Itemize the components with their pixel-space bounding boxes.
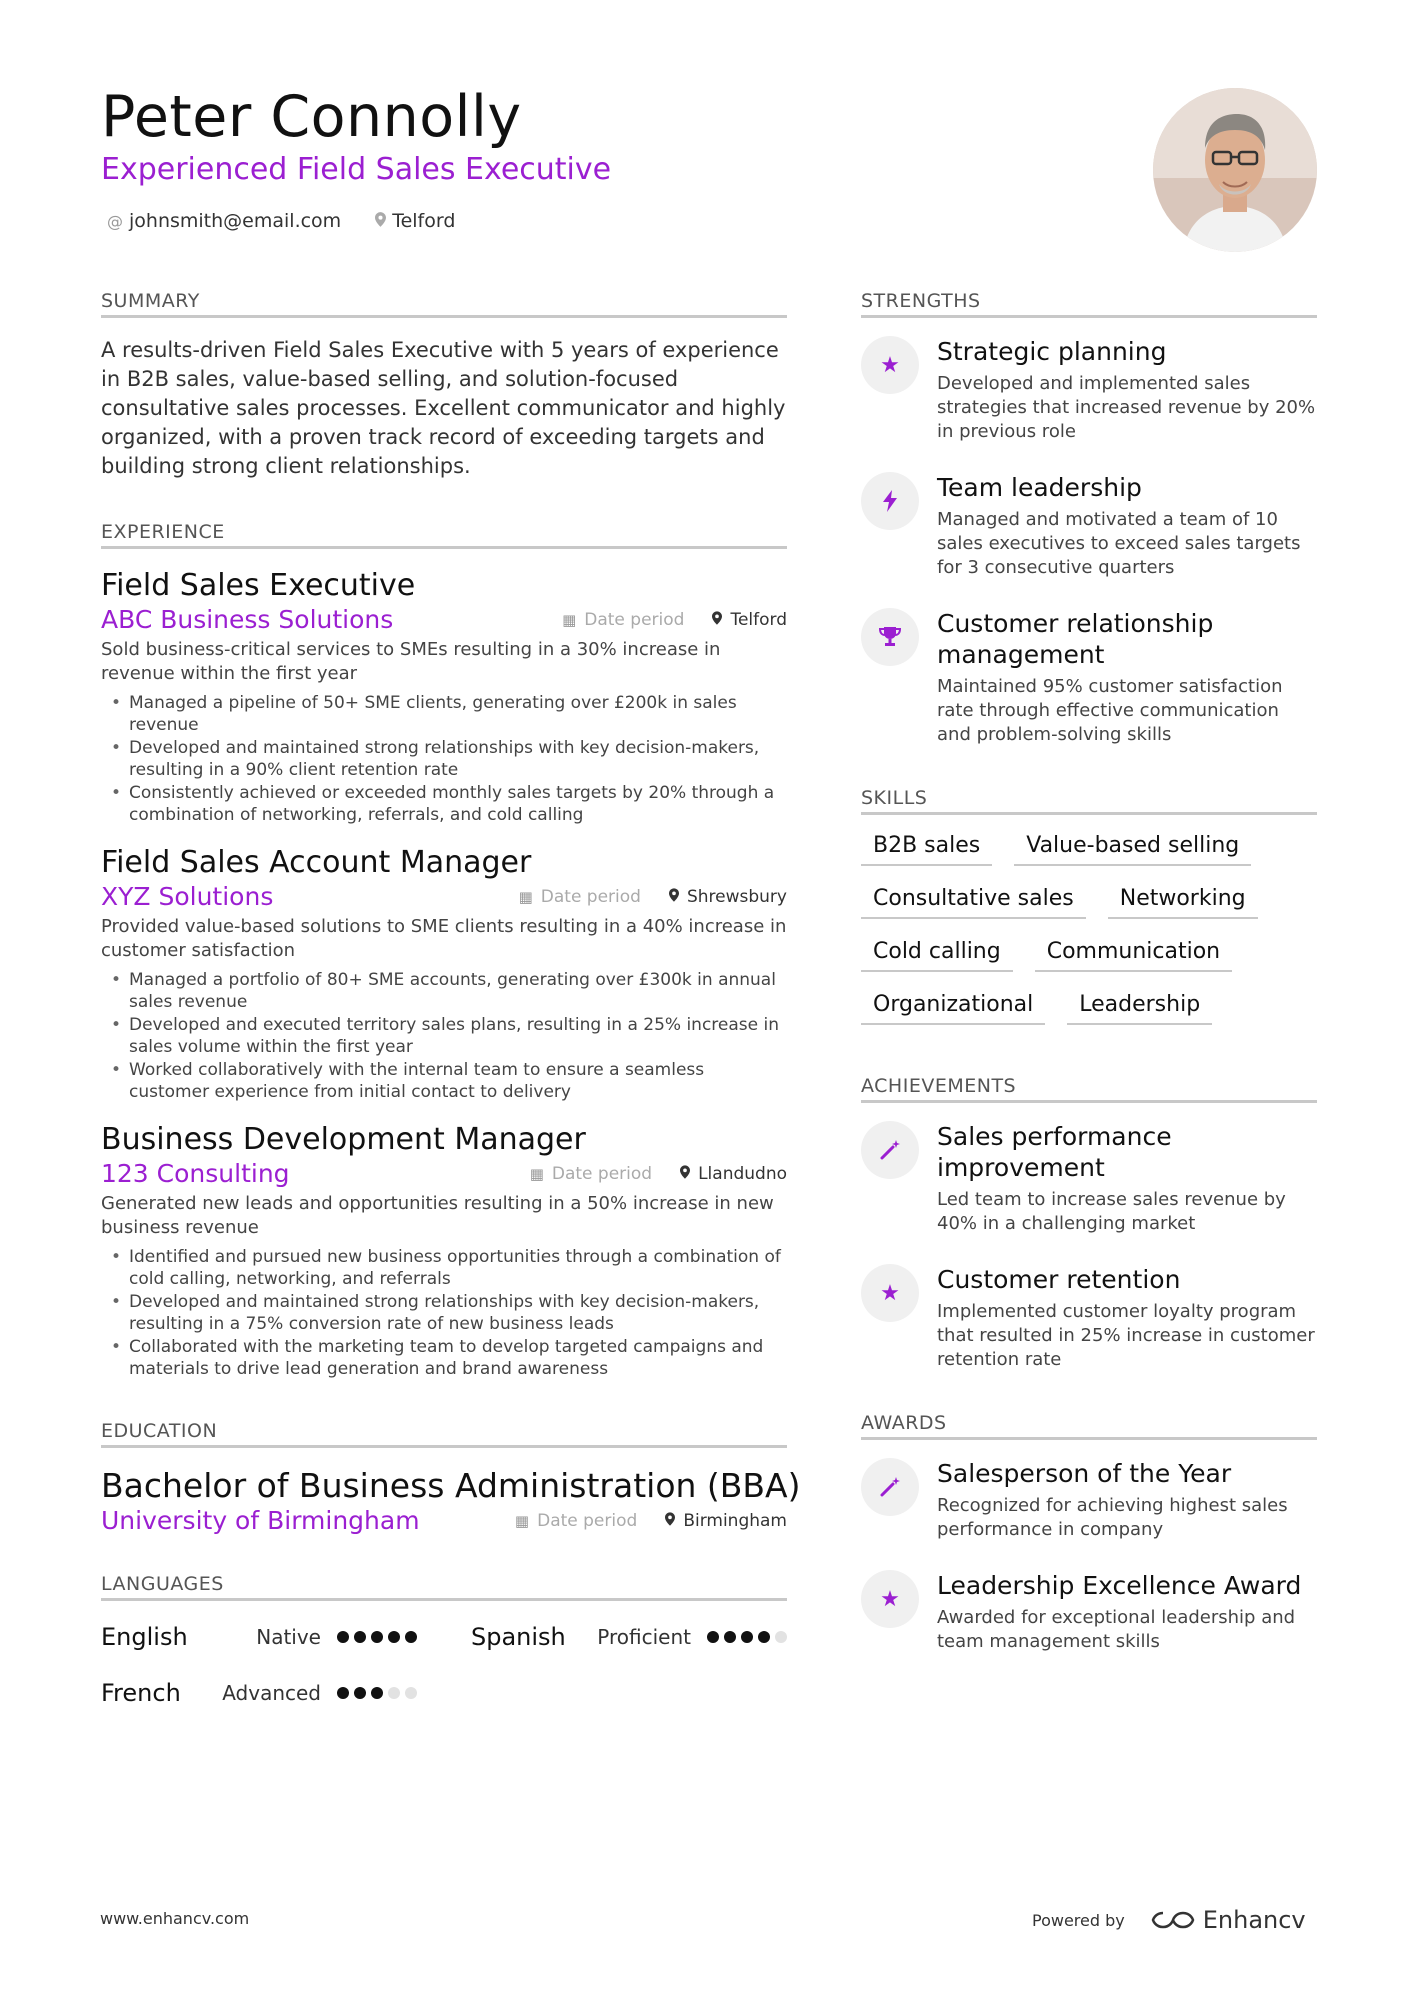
strength-description: Developed and implemented sales strategies that increased revenue by 20% in previous role: [937, 373, 1316, 442]
award-title: Salesperson of the Year: [937, 1459, 1232, 1488]
education-location: [665, 1511, 787, 1531]
enhancv-logo-icon: [1151, 1909, 1195, 1931]
job-title: Business Development Manager: [101, 1122, 586, 1157]
job-date-text: Date period: [584, 609, 685, 630]
language-item: [101, 1619, 417, 1655]
job-date: [519, 887, 641, 907]
strength-title: Strategic planning: [937, 337, 1167, 366]
contact-bar: [107, 210, 455, 232]
candidate-title: Experienced Field Sales Executive: [101, 152, 612, 187]
languages-list: [101, 1619, 787, 1711]
job-bullet: • Developed and maintained strong relationships with key decision-makers, resulting in a 75% conversion rate of new business leads: [101, 1291, 787, 1335]
calendar-icon: ▦: [518, 887, 533, 906]
star-icon: ★: [861, 1264, 919, 1322]
job-location: [669, 887, 787, 907]
award-description: Awarded for exceptional leadership and team management skills: [937, 1607, 1296, 1652]
education-location-text: Birmingham: [683, 1510, 787, 1531]
footer-branding: [1032, 1906, 1306, 1934]
award-description: Recognized for achieving highest sales performance in company: [937, 1495, 1288, 1540]
rating-dot-filled: [707, 1631, 719, 1643]
rating-dot-filled: [741, 1631, 753, 1643]
strengths-heading: STRENGTHS: [861, 290, 1317, 318]
job-bullet: • Collaborated with the marketing team to develop targeted campaigns and materials to drive lead generation and brand awareness: [101, 1336, 787, 1380]
language-rating: [337, 1687, 417, 1699]
education-date: [515, 1511, 637, 1531]
skill-tag: Organizational: [861, 992, 1045, 1025]
skill-tag: Consultative sales: [861, 886, 1086, 919]
lightning-icon: [861, 472, 919, 530]
degree-title: Bachelor of Business Administration (BBA): [101, 1466, 801, 1505]
language-level: Native: [256, 1625, 321, 1649]
job-title: Field Sales Account Manager: [101, 845, 532, 880]
right-column: [861, 290, 1317, 1682]
rating-dot-filled: [724, 1631, 736, 1643]
strength-description: Maintained 95% customer satisfaction rate through effective communication and problem-solving skills: [937, 676, 1283, 745]
rating-dot-filled: [405, 1631, 417, 1643]
company-name: ABC Business Solutions: [101, 605, 394, 634]
school-name: University of Birmingham: [101, 1506, 420, 1535]
footer-website[interactable]: www.enhancv.com: [100, 1909, 250, 1928]
language-name: French: [101, 1679, 181, 1707]
strength-title: Customer relationship management: [937, 609, 1214, 669]
achievement-item: [861, 1264, 1317, 1372]
achievements-heading: ACHIEVEMENTS: [861, 1075, 1317, 1103]
job-description: Provided value-based solutions to SME clients resulting in a 40% increase in customer satisfaction: [101, 916, 787, 961]
job-entry: [101, 1121, 787, 1380]
achievement-title: Customer retention: [937, 1265, 1181, 1294]
candidate-name: Peter Connolly: [101, 84, 522, 150]
at-icon: @: [107, 211, 123, 231]
skill-tag: Leadership: [1067, 992, 1212, 1025]
language-item: [471, 1619, 787, 1655]
rating-dot-filled: [354, 1631, 366, 1643]
award-title: Leadership Excellence Award: [937, 1571, 1302, 1600]
magic-wand-icon: [861, 1458, 919, 1516]
language-name: English: [101, 1623, 188, 1651]
rating-dot-filled: [371, 1687, 383, 1699]
job-entry: [101, 844, 787, 1103]
job-bullets: [101, 969, 787, 1103]
rating-dot-filled: [388, 1631, 400, 1643]
company-name: XYZ Solutions: [101, 882, 274, 911]
powered-by-text: Powered by: [1032, 1910, 1125, 1930]
job-bullet: • Consistently achieved or exceeded monthly sales targets by 20% through a combination of networking, referrals, and cold calling: [101, 782, 787, 826]
rating-dot-filled: [337, 1631, 349, 1643]
language-level: Advanced: [222, 1681, 321, 1705]
location-pin-icon: [712, 611, 722, 629]
star-icon: ★: [861, 1570, 919, 1628]
language-rating: [337, 1631, 417, 1643]
language-item: [101, 1675, 417, 1711]
job-bullets: [101, 692, 787, 826]
calendar-icon: ▦: [562, 610, 577, 629]
location-pin-icon: [665, 1512, 675, 1530]
job-bullet: • Developed and executed territory sales plans, resulting in a 25% increase in sales volume within the first year: [101, 1014, 787, 1058]
skills-heading: SKILLS: [861, 787, 1317, 815]
location-pin-icon: [375, 212, 386, 231]
job-location: [712, 610, 787, 630]
skill-tag: Networking: [1108, 886, 1258, 919]
experience-heading: EXPERIENCE: [101, 521, 787, 549]
education-entry: [101, 1466, 801, 1535]
rating-dot-filled: [337, 1687, 349, 1699]
rating-dot-empty: [388, 1687, 400, 1699]
skill-tag: Cold calling: [861, 939, 1013, 972]
job-bullet: • Identified and pursued new business opportunities through a combination of cold calling, networking, and referrals: [101, 1246, 787, 1290]
achievement-title: Sales performance improvement: [937, 1122, 1172, 1182]
job-date: [530, 1164, 652, 1184]
job-bullet: • Managed a pipeline of 50+ SME clients, generating over £200k in sales revenue: [101, 692, 787, 736]
skill-tag: Communication: [1035, 939, 1232, 972]
calendar-icon: ▦: [514, 1511, 530, 1530]
job-location-text: Llandudno: [698, 1163, 787, 1184]
language-name: Spanish: [471, 1623, 566, 1651]
rating-dot-filled: [354, 1687, 366, 1699]
language-level: Proficient: [597, 1625, 691, 1649]
job-bullet: • Worked collaboratively with the internal team to ensure a seamless customer experience from initial contact to delivery: [101, 1059, 787, 1103]
magic-wand-icon: [861, 1121, 919, 1179]
brand-name: Enhancv: [1202, 1906, 1306, 1934]
strength-item: [861, 472, 1317, 580]
job-bullet: • Developed and maintained strong relationships with key decision-makers, resulting in a 90% client retention rate: [101, 737, 787, 781]
rating-dot-empty: [775, 1631, 787, 1643]
strength-title: Team leadership: [937, 473, 1142, 502]
skill-tag: Value-based selling: [1014, 833, 1251, 866]
award-item: [861, 1570, 1317, 1654]
job-location: [680, 1164, 787, 1184]
job-date-text: Date period: [551, 1163, 653, 1184]
strength-description: Managed and motivated a team of 10 sales executives to exceed sales targets for 3 consecutive quarters: [937, 509, 1301, 578]
achievement-item: [861, 1121, 1317, 1236]
company-name: 123 Consulting: [101, 1159, 290, 1188]
education-heading: EDUCATION: [101, 1420, 787, 1448]
achievement-description: Led team to increase sales revenue by 40% in a challenging market: [937, 1189, 1286, 1234]
profile-photo: [1153, 88, 1317, 252]
job-location-text: Telford: [730, 609, 787, 630]
job-bullet: • Managed a portfolio of 80+ SME accounts, generating over £300k in annual sales revenue: [101, 969, 787, 1013]
rating-dot-empty: [405, 1687, 417, 1699]
rating-dot-filled: [371, 1631, 383, 1643]
trophy-icon: [861, 608, 919, 666]
education-date-text: Date period: [537, 1510, 638, 1531]
languages-heading: LANGUAGES: [101, 1573, 787, 1601]
job-description: Generated new leads and opportunities resulting in a 50% increase in new business revenue: [101, 1193, 774, 1238]
left-column: [101, 290, 801, 1711]
contact-location: [375, 210, 455, 232]
job-title: Field Sales Executive: [101, 568, 416, 603]
location-text: Telford: [392, 210, 456, 232]
job-date-text: Date period: [540, 886, 641, 907]
language-rating: [707, 1631, 787, 1643]
strength-item: [861, 336, 1317, 444]
summary-heading: SUMMARY: [101, 290, 787, 318]
calendar-icon: ▦: [529, 1164, 544, 1183]
achievement-description: Implemented customer loyalty program that resulted in 25% increase in customer retention rate: [937, 1301, 1315, 1370]
location-pin-icon: [680, 1165, 690, 1183]
contact-email[interactable]: [107, 210, 341, 232]
strength-item: [861, 608, 1317, 747]
location-pin-icon: [669, 888, 679, 906]
rating-dot-filled: [758, 1631, 770, 1643]
skill-tag: B2B sales: [861, 833, 992, 866]
star-icon: ★: [861, 336, 919, 394]
job-date: [562, 610, 684, 630]
job-entry: [101, 567, 787, 826]
job-description: Sold business-critical services to SMEs resulting in a 30% increase in revenue within the first year: [101, 639, 721, 684]
award-item: [861, 1458, 1317, 1542]
awards-heading: AWARDS: [861, 1412, 1317, 1440]
enhancv-logo[interactable]: [1151, 1906, 1306, 1934]
job-bullets: [101, 1246, 787, 1380]
skills-list: [861, 833, 1317, 1025]
email-text: johnsmith@email.com: [129, 210, 342, 232]
job-location-text: Shrewsbury: [686, 886, 787, 907]
summary-text: A results-driven Field Sales Executive with 5 years of experience in B2B sales, value-based selling, and solution-focused consultative sales processes. Excellent communicator and highly organized, with a proven track record of exceeding targets and building strong client relationships.: [101, 338, 786, 478]
